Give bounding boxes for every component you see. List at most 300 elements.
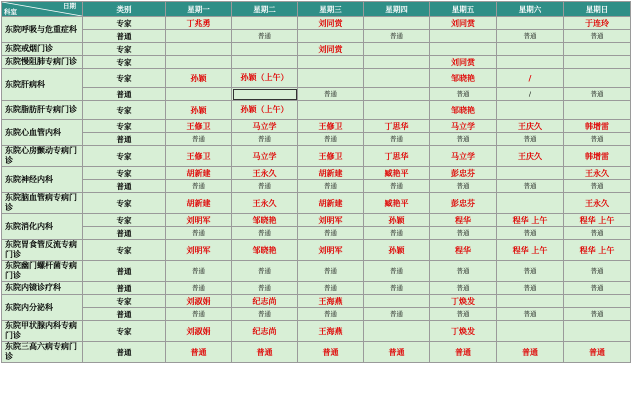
schedule-cell[interactable]: [298, 240, 364, 261]
schedule-cell[interactable]: [364, 69, 430, 88]
doctor-name: 刘明军: [186, 245, 211, 255]
schedule-cell[interactable]: [497, 167, 564, 180]
schedule-cell[interactable]: [232, 193, 298, 214]
schedule-cell[interactable]: [364, 180, 430, 193]
clinic-type: 普通: [192, 182, 205, 190]
doctor-name: 孙颖（上午）: [240, 73, 289, 82]
schedule-cell[interactable]: [364, 43, 430, 56]
schedule-cell[interactable]: [430, 295, 497, 308]
category-cell[interactable]: 普通: [83, 261, 166, 282]
schedule-cell[interactable]: [430, 30, 497, 43]
clinic-type: 普通: [258, 135, 271, 143]
clinic-type: 普通: [258, 32, 271, 40]
doctor-name: 普通: [256, 347, 273, 357]
schedule-cell[interactable]: [564, 193, 631, 214]
clinic-type: 普通: [390, 284, 403, 292]
header-row: [2, 2, 631, 17]
schedule-cell[interactable]: [166, 56, 232, 69]
schedule-cell[interactable]: [430, 167, 497, 180]
schedule-cell[interactable]: [430, 120, 497, 133]
schedule-cell[interactable]: [364, 342, 430, 363]
clinic-type: 普通: [590, 32, 604, 40]
schedule-cell[interactable]: [364, 295, 430, 308]
doctor-name: 刘同赏: [451, 57, 475, 67]
schedule-cell[interactable]: [430, 133, 497, 146]
schedule-cell[interactable]: [364, 227, 430, 240]
schedule-cell[interactable]: [364, 214, 430, 227]
table-row: [2, 101, 631, 120]
doctor-name: 王永久: [252, 168, 277, 178]
doctor-name: /: [528, 73, 532, 83]
category-cell[interactable]: 专家: [83, 101, 166, 120]
clinic-type: 普通: [258, 229, 271, 237]
clinic-type: 普通: [456, 229, 470, 237]
table-row: [2, 321, 631, 342]
category-cell[interactable]: 专家: [83, 193, 166, 214]
department-cell[interactable]: 东院幽门螺杆菌专病门诊: [2, 261, 83, 282]
doctor-name: 王修卫: [186, 121, 211, 131]
schedule-cell[interactable]: [497, 227, 564, 240]
schedule-cell[interactable]: [232, 227, 298, 240]
schedule-cell[interactable]: [564, 321, 631, 342]
clinic-type: 普通: [456, 310, 470, 318]
category-cell[interactable]: 普通: [83, 227, 166, 240]
clinic-type: 普通: [192, 267, 205, 275]
clinic-type: 普通: [523, 229, 537, 237]
category-cell[interactable]: 普通: [83, 180, 166, 193]
clinic-type: 普通: [523, 267, 537, 275]
clinic-type: 普通: [590, 310, 604, 318]
schedule-cell[interactable]: [232, 43, 298, 56]
schedule-cell[interactable]: [497, 214, 564, 227]
schedule-cell[interactable]: [497, 56, 564, 69]
schedule-cell[interactable]: [564, 101, 631, 120]
doctor-name: 马立学: [252, 151, 277, 161]
schedule-cell[interactable]: [364, 146, 430, 167]
category-cell[interactable]: 专家: [83, 56, 166, 69]
clinic-type: 普通: [590, 182, 604, 190]
doctor-name: 普通: [322, 347, 339, 357]
schedule-table: [1, 1, 631, 363]
schedule-cell[interactable]: [430, 69, 497, 88]
clinic-type: 普通: [324, 284, 337, 292]
schedule-cell[interactable]: [364, 193, 430, 214]
category-cell[interactable]: 专家: [83, 214, 166, 227]
schedule-cell[interactable]: [166, 214, 232, 227]
schedule-cell[interactable]: [497, 308, 564, 321]
schedule-cell[interactable]: [364, 321, 430, 342]
schedule-cell[interactable]: [497, 321, 564, 342]
schedule-cell[interactable]: [232, 88, 298, 101]
table-row: [2, 227, 631, 240]
clinic-type: 普通: [590, 284, 604, 292]
clinic-type: 普通: [523, 182, 537, 190]
corner-dept-label: 科室: [4, 8, 17, 16]
schedule-cell[interactable]: [430, 101, 497, 120]
schedule-cell[interactable]: [166, 282, 232, 295]
schedule-cell[interactable]: [166, 17, 232, 30]
table-row: [2, 261, 631, 282]
doctor-name: 臧艳平: [384, 198, 409, 208]
schedule-cell[interactable]: [298, 342, 364, 363]
clinic-type: 普通: [456, 135, 470, 143]
schedule-cell[interactable]: [430, 43, 497, 56]
clinic-type: 普通: [192, 310, 205, 318]
doctor-name: 纪志尚: [252, 326, 277, 336]
schedule-cell[interactable]: [166, 43, 232, 56]
schedule-cell[interactable]: [564, 261, 631, 282]
department-cell[interactable]: 东院肝病科: [2, 69, 83, 101]
schedule-cell[interactable]: [564, 167, 631, 180]
schedule-cell[interactable]: [166, 193, 232, 214]
schedule-cell[interactable]: [166, 295, 232, 308]
schedule-cell[interactable]: [564, 282, 631, 295]
schedule-cell[interactable]: [497, 342, 564, 363]
clinic-type: 普通: [456, 182, 470, 190]
doctor-name: 刘明军: [318, 245, 343, 255]
doctor-name: 邹晓艳: [451, 73, 475, 83]
doctor-name: 丁兆勇: [186, 18, 211, 28]
schedule-cell[interactable]: [298, 214, 364, 227]
doctor-name: 孙颖: [388, 215, 405, 225]
doctor-name: 程华: [455, 215, 471, 225]
clinic-type: 普通: [590, 229, 604, 237]
schedule-cell[interactable]: [564, 342, 631, 363]
schedule-cell[interactable]: [430, 214, 497, 227]
schedule-cell[interactable]: [430, 146, 497, 167]
schedule-cell[interactable]: [564, 43, 631, 56]
category-cell[interactable]: 普通: [83, 342, 166, 363]
schedule-cell[interactable]: [166, 308, 232, 321]
table-row: [2, 69, 631, 88]
schedule-cell[interactable]: [298, 43, 364, 56]
table-row: [2, 43, 631, 56]
department-cell[interactable]: 东院神经内科: [2, 167, 83, 193]
doctor-name: 邹晓艳: [451, 105, 475, 115]
schedule-cell[interactable]: [166, 321, 232, 342]
clinic-type: 普通: [390, 32, 403, 40]
schedule-cell[interactable]: [232, 101, 298, 120]
schedule-cell[interactable]: [232, 180, 298, 193]
schedule-cell[interactable]: [166, 342, 232, 363]
schedule-cell[interactable]: [430, 88, 497, 101]
doctor-name: 刘同赏: [318, 44, 343, 54]
schedule-cell[interactable]: [564, 88, 631, 101]
schedule-cell[interactable]: [364, 167, 430, 180]
day-header-sunday[interactable]: 星期日: [564, 2, 631, 17]
schedule-cell[interactable]: [232, 120, 298, 133]
doctor-name: 王永久: [585, 198, 609, 208]
clinic-type: 普通: [456, 90, 470, 98]
department-cell[interactable]: 东院呼吸与危重症科: [2, 17, 83, 43]
category-cell[interactable]: 普通: [83, 133, 166, 146]
schedule-cell[interactable]: [364, 30, 430, 43]
schedule-cell[interactable]: [497, 133, 564, 146]
schedule-cell[interactable]: [364, 308, 430, 321]
department-cell[interactable]: 东院脑血管病专病门诊: [2, 193, 83, 214]
schedule-cell[interactable]: [430, 193, 497, 214]
schedule-cell[interactable]: [232, 321, 298, 342]
schedule-cell[interactable]: [364, 88, 430, 101]
schedule-cell[interactable]: [298, 133, 364, 146]
schedule-cell[interactable]: [298, 321, 364, 342]
schedule-cell[interactable]: [364, 261, 430, 282]
doctor-name: 王永久: [252, 198, 277, 208]
schedule-cell[interactable]: [298, 282, 364, 295]
category-cell[interactable]: 普通: [83, 30, 166, 43]
schedule-cell[interactable]: [430, 321, 497, 342]
doctor-name: 普通: [455, 347, 471, 357]
doctor-name: 邹晓艳: [252, 215, 277, 225]
table-row: [2, 17, 631, 30]
schedule-cell[interactable]: [497, 193, 564, 214]
table-row: [2, 120, 631, 133]
schedule-cell[interactable]: [430, 17, 497, 30]
schedule-cell[interactable]: [232, 167, 298, 180]
doctor-name: 孙颖（上午）: [240, 105, 289, 114]
department-cell[interactable]: 东院胃食管反流专病门诊: [2, 240, 83, 261]
department-cell[interactable]: 东院心血管内科: [2, 120, 83, 146]
schedule-cell[interactable]: [232, 342, 298, 363]
schedule-cell[interactable]: [564, 56, 631, 69]
schedule-cell[interactable]: [497, 282, 564, 295]
department-cell[interactable]: 东院脂肪肝专病门诊: [2, 101, 83, 120]
doctor-name: 刘同赏: [318, 18, 343, 28]
schedule-cell[interactable]: [298, 88, 364, 101]
schedule-cell[interactable]: [232, 146, 298, 167]
day-header-thursday[interactable]: 星期四: [364, 2, 430, 17]
schedule-cell[interactable]: [298, 17, 364, 30]
schedule-cell[interactable]: [166, 180, 232, 193]
doctor-name: 王庆久: [518, 121, 542, 131]
schedule-cell[interactable]: [497, 146, 564, 167]
table-row: [2, 30, 631, 43]
schedule-cell[interactable]: [232, 240, 298, 261]
schedule-cell[interactable]: [298, 295, 364, 308]
schedule-cell[interactable]: [564, 308, 631, 321]
department-cell[interactable]: 东院内分泌科: [2, 295, 83, 321]
schedule-cell[interactable]: [166, 30, 232, 43]
schedule-cell[interactable]: [497, 261, 564, 282]
doctor-name: 韩增雷: [585, 121, 609, 131]
category-cell[interactable]: 专家: [83, 17, 166, 30]
doctor-name: 普通: [522, 347, 538, 357]
schedule-cell[interactable]: [166, 101, 232, 120]
schedule-cell[interactable]: [232, 214, 298, 227]
schedule-cell[interactable]: [166, 88, 232, 101]
schedule-cell[interactable]: [497, 17, 564, 30]
schedule-cell[interactable]: [232, 261, 298, 282]
category-cell[interactable]: 专家: [83, 43, 166, 56]
doctor-name: 孙颖: [190, 105, 207, 115]
schedule-cell[interactable]: [364, 17, 430, 30]
category-cell[interactable]: 专家: [83, 321, 166, 342]
doctor-name: 王海燕: [318, 296, 343, 306]
day-header-tuesday[interactable]: 星期二: [232, 2, 298, 17]
schedule-cell[interactable]: [430, 261, 497, 282]
table-row: [2, 133, 631, 146]
doctor-name: 胡新建: [318, 198, 343, 208]
schedule-cell[interactable]: [166, 120, 232, 133]
schedule-cell[interactable]: [430, 308, 497, 321]
table-row: [2, 308, 631, 321]
day-header-wednesday[interactable]: 星期三: [298, 2, 364, 17]
clinic-type: 普通: [258, 182, 271, 190]
category-cell[interactable]: 专家: [83, 146, 166, 167]
doctor-name: 普通: [589, 347, 605, 357]
doctor-name: 孙颖: [388, 245, 405, 255]
schedule-cell[interactable]: [232, 56, 298, 69]
schedule-cell[interactable]: [364, 56, 430, 69]
doctor-name: 丁焕发: [451, 296, 475, 306]
schedule-cell[interactable]: [497, 30, 564, 43]
department-cell[interactable]: 东院消化内科: [2, 214, 83, 240]
schedule-cell[interactable]: [497, 43, 564, 56]
doctor-name: 纪志尚: [252, 296, 277, 306]
schedule-cell[interactable]: [497, 69, 564, 88]
schedule-cell[interactable]: [232, 69, 298, 88]
clinic-type: 普通: [456, 284, 470, 292]
clinic-type: 普通: [324, 310, 337, 318]
day-header-friday[interactable]: 星期五: [430, 2, 497, 17]
schedule-cell[interactable]: [166, 227, 232, 240]
schedule-cell[interactable]: [497, 88, 564, 101]
schedule-cell[interactable]: [298, 167, 364, 180]
schedule-cell[interactable]: [298, 101, 364, 120]
schedule-cell[interactable]: [364, 282, 430, 295]
schedule-cell[interactable]: [298, 227, 364, 240]
schedule-cell[interactable]: [298, 180, 364, 193]
day-header-monday[interactable]: 星期一: [166, 2, 232, 17]
category-cell[interactable]: 普通: [83, 88, 166, 101]
schedule-cell[interactable]: [166, 167, 232, 180]
doctor-name: 王修卫: [186, 151, 211, 161]
department-cell[interactable]: 东院内镜诊疗科: [2, 282, 83, 295]
schedule-cell[interactable]: [364, 133, 430, 146]
doctor-name: 马立学: [451, 121, 475, 131]
category-cell[interactable]: 普通: [83, 282, 166, 295]
schedule-cell[interactable]: [564, 295, 631, 308]
schedule-cell[interactable]: [497, 240, 564, 261]
schedule-cell[interactable]: [564, 180, 631, 193]
clinic-type: 普通: [590, 135, 604, 143]
table-row: [2, 214, 631, 227]
category-header[interactable]: 类别: [83, 2, 166, 17]
clinic-type: 普通: [390, 229, 403, 237]
category-cell[interactable]: 专家: [83, 69, 166, 88]
category-cell[interactable]: 专家: [83, 167, 166, 180]
doctor-name: 彭忠芬: [451, 168, 475, 178]
schedule-cell[interactable]: [232, 30, 298, 43]
schedule-cell[interactable]: [430, 227, 497, 240]
schedule-cell[interactable]: [564, 133, 631, 146]
day-header-saturday[interactable]: 星期六: [497, 2, 564, 17]
schedule-cell[interactable]: [564, 214, 631, 227]
doctor-name: 王庆久: [518, 151, 542, 161]
schedule-cell[interactable]: [166, 146, 232, 167]
schedule-cell[interactable]: [497, 180, 564, 193]
schedule-cell[interactable]: [364, 120, 430, 133]
category-cell[interactable]: 专家: [83, 120, 166, 133]
clinic-type: 普通: [324, 135, 337, 143]
category-cell[interactable]: 普通: [83, 308, 166, 321]
schedule-cell[interactable]: [497, 120, 564, 133]
schedule-cell[interactable]: [232, 282, 298, 295]
schedule-cell[interactable]: [497, 101, 564, 120]
clinic-type: 普通: [192, 284, 205, 292]
schedule-cell[interactable]: [166, 261, 232, 282]
schedule-cell[interactable]: [564, 30, 631, 43]
schedule-cell[interactable]: [298, 146, 364, 167]
department-cell[interactable]: 东院三高六病专病门诊: [2, 342, 83, 363]
schedule-cell[interactable]: [232, 308, 298, 321]
schedule-cell[interactable]: [564, 120, 631, 133]
schedule-cell[interactable]: [298, 30, 364, 43]
schedule-cell[interactable]: [430, 342, 497, 363]
schedule-cell[interactable]: [364, 101, 430, 120]
schedule-cell[interactable]: [298, 308, 364, 321]
department-cell[interactable]: 东院戒烟门诊: [2, 43, 83, 56]
category-cell[interactable]: 专家: [83, 240, 166, 261]
doctor-name: 马立学: [252, 121, 277, 131]
corner-header-cell[interactable]: [2, 2, 83, 17]
doctor-name: 普通: [190, 347, 207, 357]
schedule-cell[interactable]: [232, 133, 298, 146]
clinic-type: /: [528, 90, 532, 98]
schedule-cell[interactable]: [564, 240, 631, 261]
schedule-cell[interactable]: [232, 295, 298, 308]
schedule-cell[interactable]: [232, 17, 298, 30]
schedule-cell[interactable]: [430, 282, 497, 295]
clinic-type: 普通: [324, 182, 337, 190]
schedule-cell[interactable]: [564, 17, 631, 30]
schedule-cell[interactable]: [430, 56, 497, 69]
doctor-name: 王修卫: [318, 151, 343, 161]
doctor-name: 刘明军: [186, 215, 211, 225]
clinic-type: 普通: [523, 135, 537, 143]
schedule-cell[interactable]: [564, 69, 631, 88]
schedule-cell[interactable]: [497, 295, 564, 308]
doctor-name: 王永久: [585, 168, 609, 178]
schedule-cell[interactable]: [298, 56, 364, 69]
category-cell[interactable]: 专家: [83, 295, 166, 308]
schedule-cell[interactable]: [430, 180, 497, 193]
table-row: [2, 88, 631, 101]
schedule-cell[interactable]: [298, 69, 364, 88]
schedule-cell[interactable]: [166, 69, 232, 88]
schedule-cell[interactable]: [364, 240, 430, 261]
doctor-name: 韩增雷: [585, 151, 609, 161]
schedule-cell[interactable]: [166, 240, 232, 261]
schedule-cell[interactable]: [564, 227, 631, 240]
department-cell[interactable]: 东院甲状腺内科专病门诊: [2, 321, 83, 342]
schedule-cell[interactable]: [430, 240, 497, 261]
doctor-name: 胡新建: [318, 168, 343, 178]
department-cell[interactable]: 东院慢阻肺专病门诊: [2, 56, 83, 69]
schedule-cell[interactable]: [166, 133, 232, 146]
doctor-name: 程华 上午: [579, 245, 615, 255]
doctor-name: 王修卫: [318, 121, 343, 131]
schedule-cell[interactable]: [298, 120, 364, 133]
schedule-cell[interactable]: [298, 193, 364, 214]
clinic-type: 普通: [590, 267, 604, 275]
department-cell[interactable]: 东院心房颤动专病门诊: [2, 146, 83, 167]
clinic-type: 普通: [390, 267, 403, 275]
schedule-cell[interactable]: [298, 261, 364, 282]
doctor-name: 胡新建: [186, 198, 211, 208]
doctor-name: 普通: [388, 347, 405, 357]
schedule-cell[interactable]: [564, 146, 631, 167]
